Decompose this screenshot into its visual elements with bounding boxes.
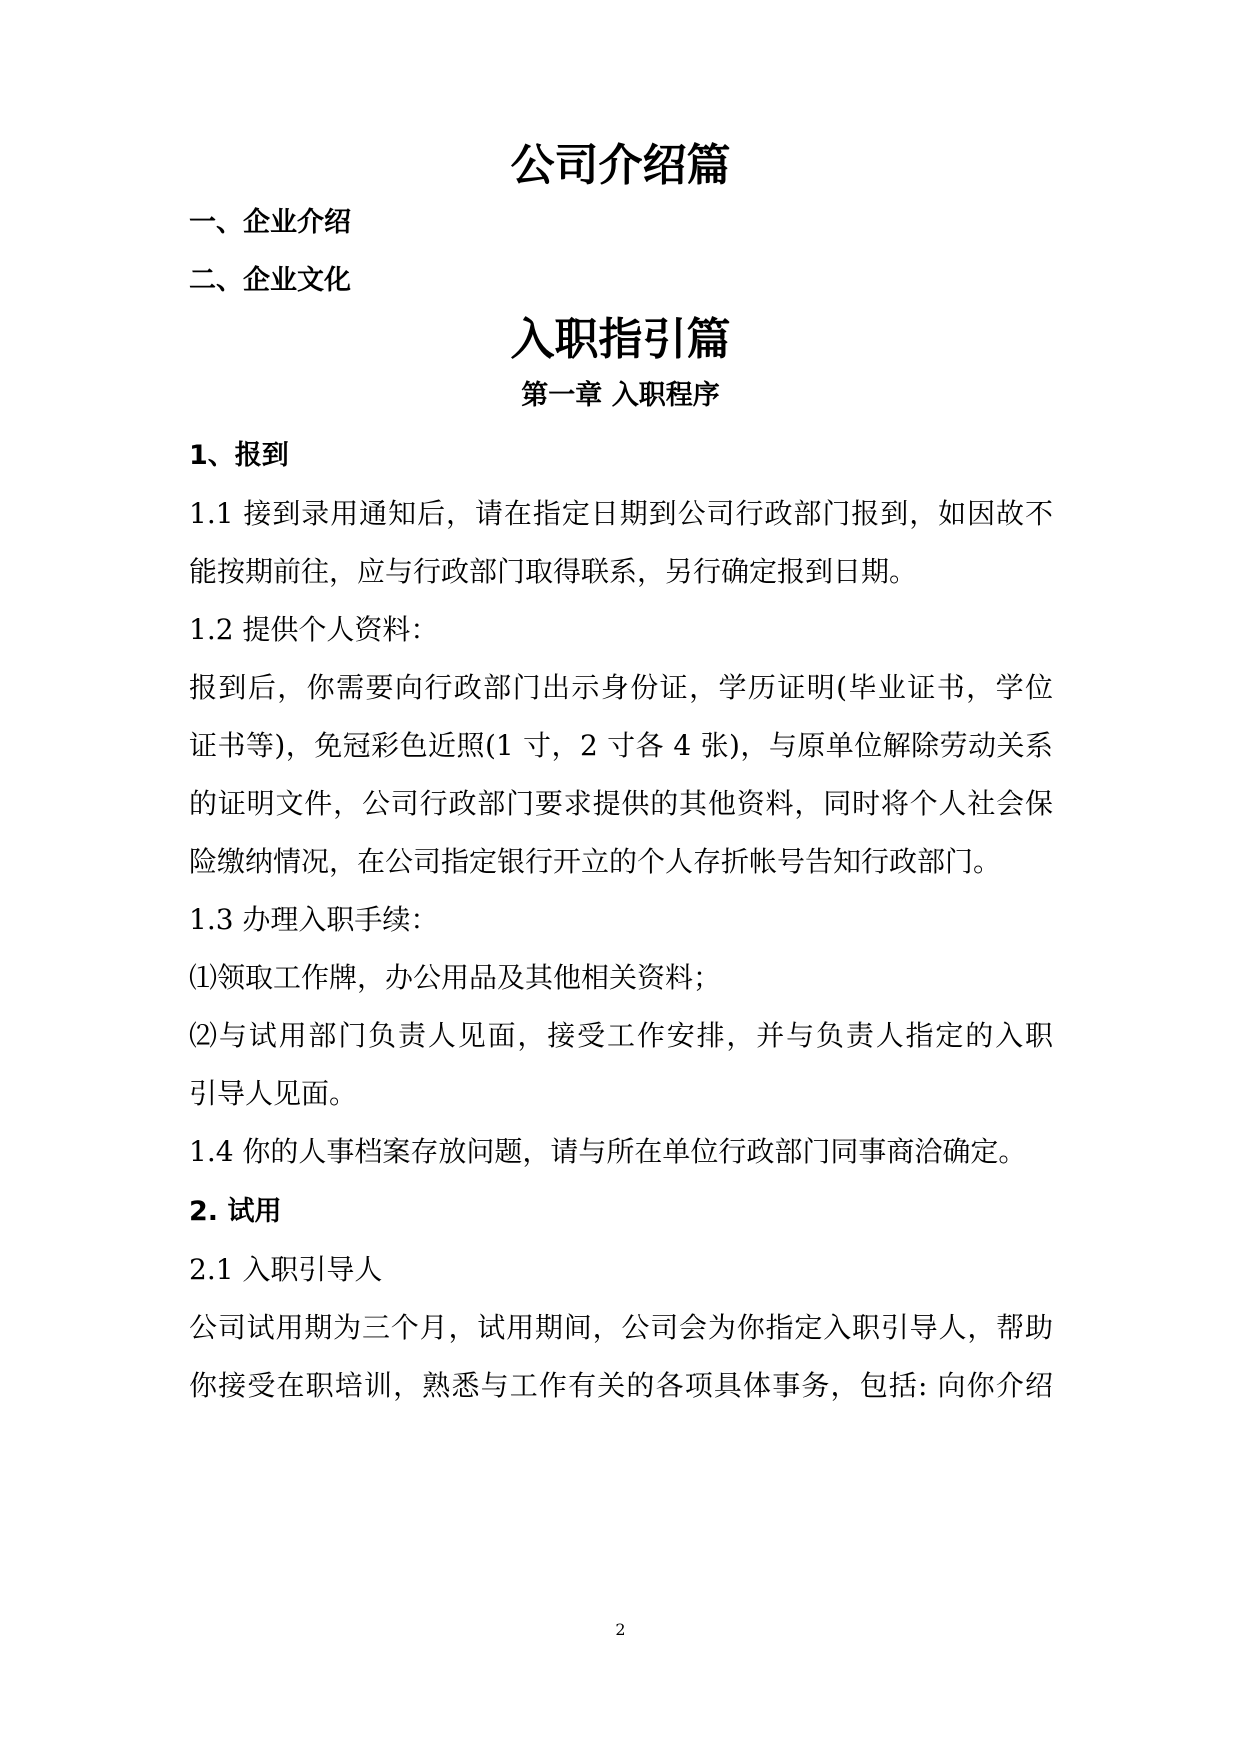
heading-trial: 2. 试用	[189, 1196, 282, 1227]
section-title-onboarding-guide: 入职指引篇	[510, 314, 731, 365]
paragraph-2-1-line-1: 公司试用期为三个月，试用期间，公司会为你指定入职引导人，帮助	[189, 1311, 1053, 1344]
paragraph-1-4: 1.4 你的人事档案存放问题，请与所在单位行政部门同事商洽确定。	[189, 1135, 1027, 1168]
heading-enterprise-culture: 二、企业文化	[189, 265, 351, 296]
paragraph-1-2-line-2: 证书等)，免冠彩色近照(1 寸，2 寸各 4 张)，与原单位解除劳动关系	[189, 729, 1053, 762]
paragraph-1-2-line-4: 险缴纳情况，在公司指定银行开立的个人存折帐号告知行政部门。	[189, 845, 1002, 878]
paragraph-1-2-line-3: 的证明文件，公司行政部门要求提供的其他资料，同时将个人社会保	[189, 787, 1053, 820]
paragraph-1-3-item-2-line-2: 引导人见面。	[189, 1077, 358, 1110]
paragraph-1-1-line-1: 1.1 接到录用通知后，请在指定日期到公司行政部门报到，如因故不	[189, 497, 1053, 530]
section-title-company-intro: 公司介绍篇	[510, 140, 731, 191]
paragraph-1-1-line-2: 能按期前往，应与行政部门取得联系，另行确定报到日期。	[189, 555, 918, 588]
paragraph-1-2-line-1: 报到后，你需要向行政部门出示身份证，学历证明(毕业证书，学位	[189, 671, 1053, 704]
paragraph-2-1-label: 2.1 入职引导人	[189, 1253, 383, 1286]
paragraph-1-3-item-2-line-1: ⑵与试用部门负责人见面，接受工作安排，并与负责人指定的入职	[189, 1019, 1053, 1052]
heading-report: 1、报到	[189, 440, 289, 471]
heading-enterprise-intro: 一、企业介绍	[189, 207, 351, 238]
paragraph-1-3-item-1: ⑴领取工作牌，办公用品及其他相关资料；	[189, 961, 722, 994]
paragraph-1-2-label: 1.2 提供个人资料：	[189, 613, 439, 646]
paragraph-2-1-line-2: 你接受在职培训，熟悉与工作有关的各项具体事务，包括: 向你介绍	[189, 1369, 1053, 1402]
paragraph-1-3-label: 1.3 办理入职手续：	[189, 903, 439, 936]
chapter-title: 第一章 入职程序	[521, 380, 720, 411]
page-number: 2	[615, 1620, 626, 1639]
